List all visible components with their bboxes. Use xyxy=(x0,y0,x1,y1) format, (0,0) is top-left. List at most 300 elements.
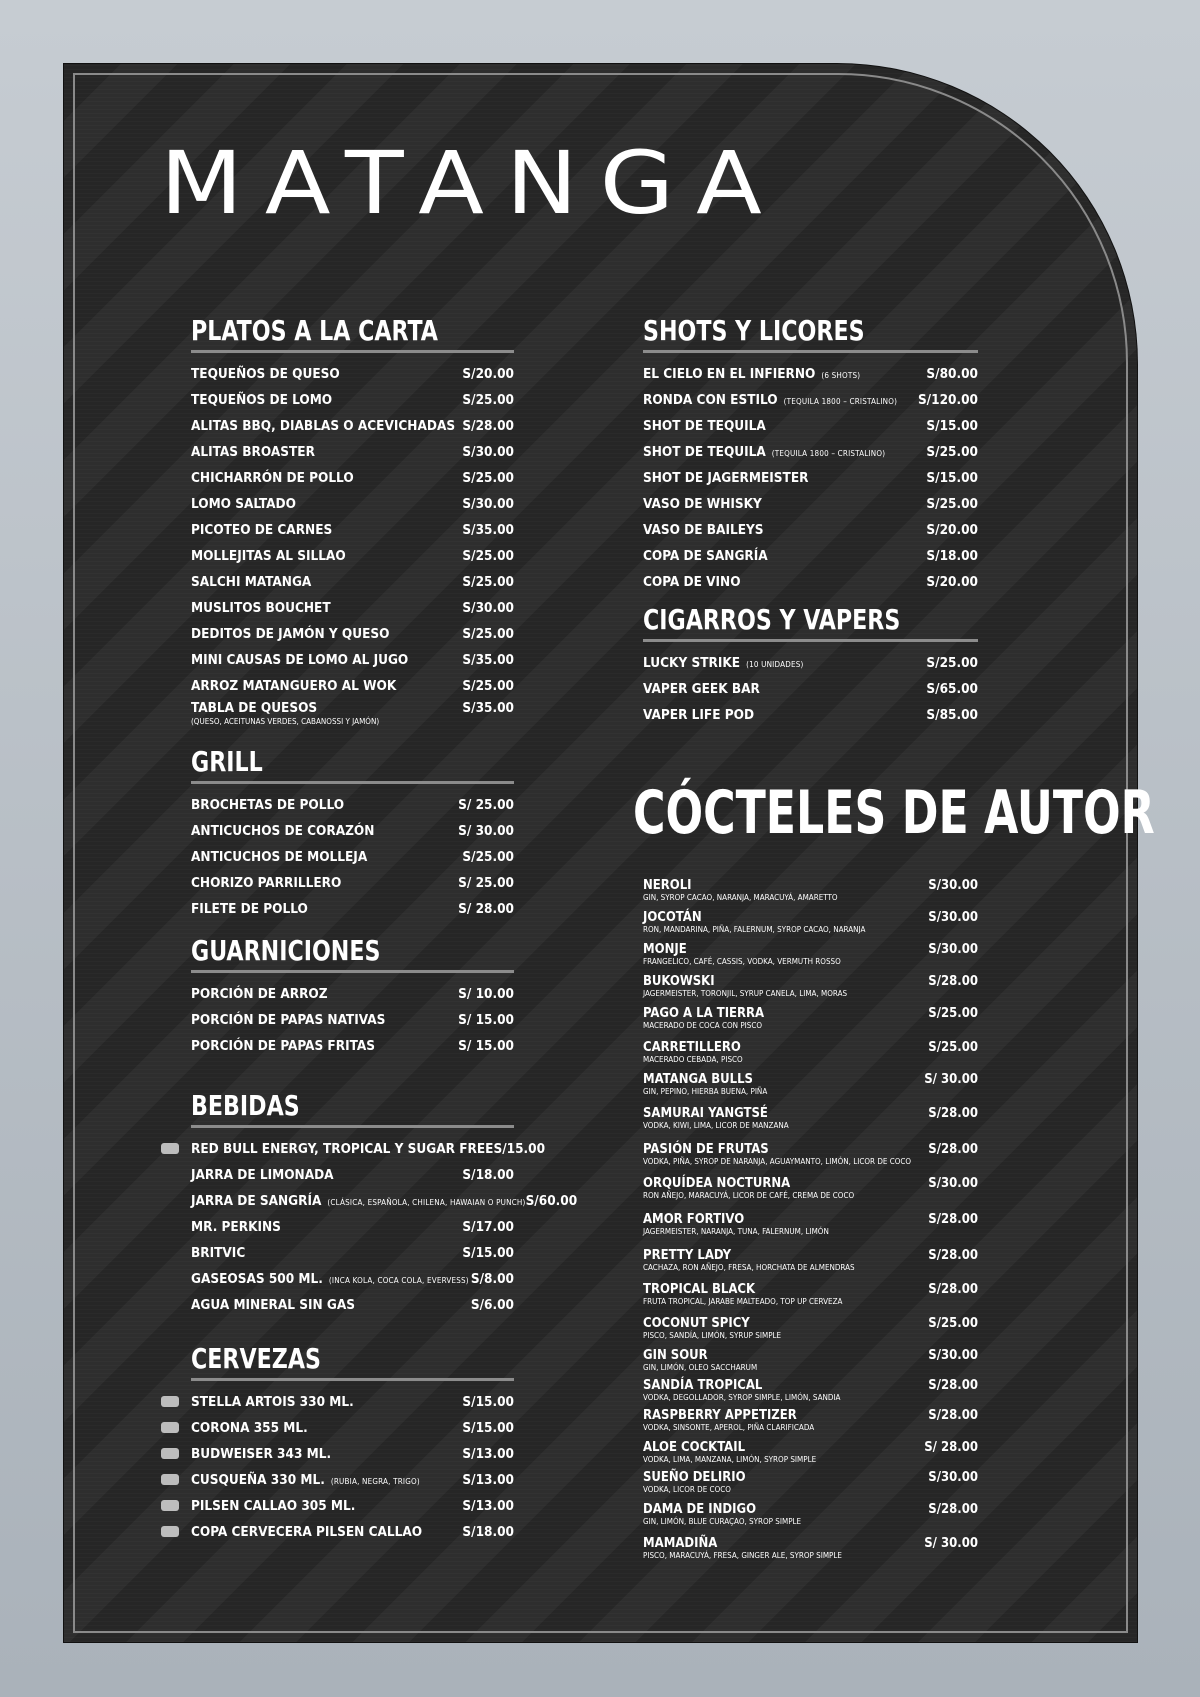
cocktail-row xyxy=(643,1348,978,1363)
item-name: COPA DE SANGRÍA xyxy=(643,548,768,564)
item-name-group xyxy=(191,818,374,844)
item-name: AGUA MINERAL SIN GAS xyxy=(191,1297,355,1313)
cusquena-logo-icon xyxy=(161,1474,179,1485)
item-name-group xyxy=(191,1441,331,1467)
menu-item xyxy=(643,439,978,465)
item-name: COPA DE VINO xyxy=(643,574,741,590)
cocktail-price: S/28.00 xyxy=(928,1212,978,1227)
cocktail-name: ALOE COCKTAIL xyxy=(643,1440,746,1455)
item-name: PORCIÓN DE ARROZ xyxy=(191,986,328,1002)
item-price: S/ 28.00 xyxy=(458,901,514,917)
cocktail-ingredients: PISCO, SANDÍA, LIMÓN, SYRUP SIMPLE xyxy=(643,1331,782,1340)
cocktail-ingredients: GIN, SYROP CACAO, NARANJA, MARACUYÁ, AMARETTO xyxy=(643,893,838,902)
cocktail-ingredients: MACERADO CEBADA, PISCO xyxy=(643,1055,743,1064)
item-price: S/30.00 xyxy=(462,444,514,460)
item-price: S/25.00 xyxy=(926,496,978,512)
menu-item xyxy=(191,1162,514,1188)
cocktail-name: SAMURAI YANGTSÉ xyxy=(643,1106,768,1121)
cocktail-item xyxy=(643,1072,978,1096)
item-name-group xyxy=(191,981,328,1007)
cocktail-item xyxy=(643,1316,978,1340)
cocktail-name: CARRETILLERO xyxy=(643,1040,741,1055)
menu-item xyxy=(191,844,514,870)
menu-item xyxy=(191,1266,514,1292)
item-name-group xyxy=(191,413,455,439)
item-name: BRITVIC xyxy=(191,1245,246,1261)
item-price: S/20.00 xyxy=(462,366,514,382)
menu-item xyxy=(643,676,978,702)
corona-logo-icon xyxy=(161,1422,179,1433)
cocktail-ingredients: RON AÑEJO, MARACUYÁ, LICOR DE CAFÉ, CREMA DE COCO xyxy=(643,1191,855,1200)
menu-item xyxy=(191,387,514,413)
pilsen-logo-icon xyxy=(161,1526,179,1537)
cocktail-row xyxy=(643,1142,978,1157)
menu-item xyxy=(191,543,514,569)
item-price: S/25.00 xyxy=(926,444,978,460)
item-name: SALCHI MATANGA xyxy=(191,574,312,590)
item-name-group xyxy=(191,361,340,387)
item-name-group xyxy=(191,1240,245,1266)
item-name: TEQUEÑOS DE QUESO xyxy=(191,366,340,382)
cocktail-price: S/ 30.00 xyxy=(924,1072,978,1087)
item-name: CHORIZO PARRILLERO xyxy=(191,875,342,891)
item-name: CORONA 355 ML. xyxy=(191,1420,308,1436)
item-price: S/30.00 xyxy=(462,496,514,512)
item-name-group xyxy=(191,517,332,543)
cocktail-ingredients: GIN, LIMÓN, OLEO SACCHARUM xyxy=(643,1363,758,1372)
menu-item xyxy=(191,1033,514,1059)
menu-item xyxy=(191,818,514,844)
item-name: ARROZ MATANGUERO AL WOK xyxy=(191,678,397,694)
item-name: RONDA CON ESTILO xyxy=(643,392,778,408)
item-name-group xyxy=(191,1292,355,1318)
item-name: LUCKY STRIKE xyxy=(643,655,741,671)
item-name: VAPER GEEK BAR xyxy=(643,681,760,697)
cocktail-row xyxy=(643,1176,978,1191)
menu-item xyxy=(191,1519,514,1545)
cocteles-title: CÓCTELES DE AUTOR xyxy=(633,778,1155,848)
item-name-group xyxy=(191,1136,493,1162)
cocktail-price: S/28.00 xyxy=(928,1408,978,1423)
item-price: S/18.00 xyxy=(926,548,978,564)
item-name-group xyxy=(191,439,315,465)
item-price: S/13.00 xyxy=(462,1472,514,1488)
cocktail-item xyxy=(643,1536,978,1560)
item-price: S/60.00 xyxy=(525,1193,578,1209)
item-name-group xyxy=(191,621,389,647)
item-name-group xyxy=(643,650,804,678)
item-name: VASO DE WHISKY xyxy=(643,496,762,512)
menu-item xyxy=(191,1214,514,1240)
item-name-group xyxy=(191,1389,354,1415)
menu-item xyxy=(191,647,514,673)
cocktail-row xyxy=(643,1316,978,1331)
menu-item xyxy=(191,870,514,896)
menu-item xyxy=(191,439,514,465)
menu-item xyxy=(643,361,978,387)
item-name-group xyxy=(191,1415,308,1441)
cocktail-ingredients: PISCO, MARACUYÁ, FRESA, GINGER ALE, SYROP SIMPLE xyxy=(643,1551,842,1560)
cocktail-name: SUEÑO DELIRIO xyxy=(643,1470,746,1485)
item-name-group xyxy=(191,870,341,896)
item-name: ANTICUCHOS DE CORAZÓN xyxy=(191,823,375,839)
cocktail-item xyxy=(643,1212,978,1236)
cocktail-item xyxy=(643,910,978,934)
cocktail-price: S/28.00 xyxy=(928,974,978,989)
cocktail-ingredients: JAGERMEISTER, NARANJA, TUNA, FALERNUM, LIMÓN xyxy=(643,1227,829,1236)
item-price: S/80.00 xyxy=(926,366,978,382)
cocktail-ingredients: GIN, PEPINO, HIERBA BUENA, PIÑA xyxy=(643,1087,768,1096)
cocktail-ingredients: VODKA, LICOR DE COCO xyxy=(643,1485,731,1494)
cocktail-name: JOCOTÁN xyxy=(643,910,702,925)
item-price: S/15.00 xyxy=(462,1394,514,1410)
item-name: ANTICUCHOS DE MOLLEJA xyxy=(191,849,368,865)
section-divider xyxy=(191,970,514,973)
item-price: S/20.00 xyxy=(926,574,978,590)
cocktail-ingredients: GIN, LIMÓN, BLUE CURAÇAO, SYROP SIMPLE xyxy=(643,1517,802,1526)
cocktail-name: ORQUÍDEA NOCTURNA xyxy=(643,1176,791,1191)
cocktail-row xyxy=(643,1536,978,1551)
menu-item xyxy=(191,673,514,699)
shots-section xyxy=(643,314,978,595)
cocktail-row xyxy=(643,1212,978,1227)
platos-title: PLATOS A LA CARTA xyxy=(191,314,438,347)
cocktail-name: MATANGA BULLS xyxy=(643,1072,753,1087)
item-description: (QUESO, ACEITUNAS VERDES, CABANOSSI Y JAMÓN) xyxy=(191,717,380,726)
cocktail-price: S/25.00 xyxy=(928,1006,978,1021)
cocktail-price: S/30.00 xyxy=(928,910,978,925)
item-note: (RUBIA, NEGRA, TRIGO) xyxy=(330,1477,420,1486)
item-name: VAPER LIFE POD xyxy=(643,707,755,723)
item-price: S/35.00 xyxy=(462,652,514,668)
item-name-group xyxy=(643,387,897,415)
item-name: RED BULL ENERGY, TROPICAL Y SUGAR FREE xyxy=(191,1141,494,1157)
item-name: TEQUEÑOS DE LOMO xyxy=(191,392,333,408)
cocktail-row xyxy=(643,1378,978,1393)
item-name-group xyxy=(191,543,346,569)
item-name: PICOTEO DE CARNES xyxy=(191,522,333,538)
item-price: S/20.00 xyxy=(926,522,978,538)
item-name: BUDWEISER 343 ML. xyxy=(191,1446,332,1462)
item-name-group xyxy=(191,1214,281,1240)
cocktail-row xyxy=(643,1006,978,1021)
cocktail-ingredients: FRANGELICO, CAFÉ, CASSIS, VODKA, VERMUTH ROSSO xyxy=(643,957,841,966)
item-name: SHOT DE TEQUILA xyxy=(643,444,766,460)
item-name: JARRA DE SANGRÍA xyxy=(191,1193,322,1209)
item-price: S/25.00 xyxy=(462,626,514,642)
item-price: S/25.00 xyxy=(462,678,514,694)
item-name: GASEOSAS 500 ML. xyxy=(191,1271,323,1287)
item-name: PORCIÓN DE PAPAS NATIVAS xyxy=(191,1012,386,1028)
menu-item xyxy=(191,1415,514,1441)
cocktail-price: S/30.00 xyxy=(928,1176,978,1191)
menu-item xyxy=(643,413,978,439)
menu-item xyxy=(191,699,514,733)
cocktail-item xyxy=(643,1040,978,1064)
item-price: S/8.00 xyxy=(470,1271,514,1287)
item-name-group xyxy=(191,1519,422,1545)
cocktail-name: GIN SOUR xyxy=(643,1348,708,1363)
menu-item xyxy=(191,361,514,387)
right-column xyxy=(643,314,978,728)
item-name-group xyxy=(191,1266,469,1294)
item-price: S/15.00 xyxy=(462,1245,514,1261)
cocktail-price: S/28.00 xyxy=(928,1378,978,1393)
item-name: VASO DE BAILEYS xyxy=(643,522,764,538)
item-name: ALITAS BBQ, DIABLAS O ACEVICHADAS xyxy=(191,418,456,434)
item-price: S/ 25.00 xyxy=(458,797,514,813)
cocktail-row xyxy=(643,878,978,893)
item-price: S/35.00 xyxy=(462,700,514,716)
bebidas-section xyxy=(191,1089,578,1318)
cocktail-name: RASPBERRY APPETIZER xyxy=(643,1408,797,1423)
cocktail-row xyxy=(643,1408,978,1423)
cocktail-price: S/28.00 xyxy=(928,1142,978,1157)
cocktail-row xyxy=(643,1106,978,1121)
cocktail-name: SANDÍA TROPICAL xyxy=(643,1378,763,1393)
cocktail-ingredients: VODKA, SINSONTE, APEROL, PIÑA CLARIFICADA xyxy=(643,1423,815,1432)
cocktail-ingredients: VODKA, PIÑA, SYROP DE NARANJA, AGUAYMANTO, LIMÓN, LICOR DE COCO xyxy=(643,1157,912,1166)
cocktail-name: TROPICAL BLACK xyxy=(643,1282,756,1297)
item-name-group xyxy=(191,465,354,491)
menu-item xyxy=(191,1292,514,1318)
menu-item xyxy=(191,595,514,621)
menu-item xyxy=(191,413,514,439)
cocktail-ingredients: MACERADO DE COCA CON PISCO xyxy=(643,1021,763,1030)
left-column xyxy=(191,314,578,1545)
cocktail-name: BUKOWSKI xyxy=(643,974,715,989)
cocktail-price: S/28.00 xyxy=(928,1282,978,1297)
item-name: LOMO SALTADO xyxy=(191,496,296,512)
item-note: (CLÁSICA, ESPAÑOLA, CHILENA, HAWAIAN O PUNCH) xyxy=(327,1198,526,1207)
item-name-group xyxy=(643,702,754,728)
menu-item xyxy=(191,792,514,818)
item-price: S/ 30.00 xyxy=(458,823,514,839)
item-name: SHOT DE TEQUILA xyxy=(643,418,766,434)
cocktail-item xyxy=(643,974,978,998)
item-name: MUSLITOS BOUCHET xyxy=(191,600,331,616)
cocktail-item xyxy=(643,1502,978,1526)
item-price: S/25.00 xyxy=(462,849,514,865)
cocktail-price: S/30.00 xyxy=(928,878,978,893)
item-price: S/25.00 xyxy=(462,574,514,590)
cocktail-row xyxy=(643,1072,978,1087)
cocktail-row xyxy=(643,1502,978,1517)
item-name: MR. PERKINS xyxy=(191,1219,281,1235)
item-note: (TEQUILA 1800 – CRISTALINO) xyxy=(771,449,886,458)
grill-section xyxy=(191,745,514,922)
item-name-group xyxy=(643,517,764,543)
section-divider xyxy=(191,350,514,353)
item-name: SHOT DE JAGERMEISTER xyxy=(643,470,809,486)
menu-item xyxy=(191,981,514,1007)
item-price: S/13.00 xyxy=(462,1498,514,1514)
cocktail-item xyxy=(643,1348,978,1372)
menu-item xyxy=(191,896,514,922)
cocktail-item xyxy=(643,1282,978,1306)
item-name: CHICHARRÓN DE POLLO xyxy=(191,470,354,486)
item-price: S/15.00 xyxy=(926,470,978,486)
menu-item xyxy=(191,1441,514,1467)
menu-item xyxy=(643,650,978,676)
item-price: S/35.00 xyxy=(462,522,514,538)
section-divider xyxy=(643,639,978,642)
menu-item xyxy=(643,517,978,543)
cocktail-ingredients: CACHAZA, RON AÑEJO, FRESA, HORCHATA DE ALMENDRAS xyxy=(643,1263,855,1272)
menu-item xyxy=(643,387,978,413)
cocktail-price: S/28.00 xyxy=(928,1502,978,1517)
cocktail-name: MAMADIÑA xyxy=(643,1536,718,1551)
budweiser-logo-icon xyxy=(161,1448,179,1459)
cocktail-ingredients: VODKA, LIMA, MANZANA, LIMÓN, SYROP SIMPLE xyxy=(643,1455,817,1464)
cocktail-name: COCONUT SPICY xyxy=(643,1316,750,1331)
item-name-group xyxy=(643,676,760,702)
cocktail-row xyxy=(643,974,978,989)
cocktail-name: PASIÓN DE FRUTAS xyxy=(643,1142,769,1157)
item-name-group xyxy=(191,1467,420,1495)
item-price: S/25.00 xyxy=(926,655,978,671)
cocktail-price: S/28.00 xyxy=(928,1248,978,1263)
cocktail-name: DAMA DE INDIGO xyxy=(643,1502,757,1517)
item-price: S/18.00 xyxy=(462,1167,514,1183)
section-divider xyxy=(191,781,514,784)
section-divider xyxy=(191,1125,514,1128)
cocktail-row xyxy=(643,1440,978,1455)
menu-item xyxy=(191,1467,514,1493)
cocktail-price: S/ 30.00 xyxy=(924,1536,978,1551)
cocktail-price: S/30.00 xyxy=(928,942,978,957)
menu-item xyxy=(191,465,514,491)
cocktail-item xyxy=(643,1142,978,1166)
section-divider xyxy=(643,350,978,353)
item-name: JARRA DE LIMONADA xyxy=(191,1167,334,1183)
item-name-group xyxy=(191,1162,334,1188)
shots-title: SHOTS Y LICORES xyxy=(643,314,865,347)
can-icon xyxy=(161,1143,179,1154)
grill-title: GRILL xyxy=(191,745,263,778)
item-name-group xyxy=(643,465,808,491)
item-name-group xyxy=(191,1007,385,1033)
section-divider xyxy=(191,1378,514,1381)
menu-item xyxy=(643,702,978,728)
platos-section xyxy=(191,314,514,733)
item-price: S/65.00 xyxy=(926,681,978,697)
menu-item xyxy=(643,543,978,569)
guarniciones-section xyxy=(191,934,514,1059)
guarniciones-title: GUARNICIONES xyxy=(191,934,381,967)
item-price: S/28.00 xyxy=(462,418,514,434)
item-name: COPA CERVECERA PILSEN CALLAO xyxy=(191,1524,423,1540)
item-name: PILSEN CALLAO 305 ML. xyxy=(191,1498,356,1514)
cocktail-row xyxy=(643,942,978,957)
cocktail-ingredients: VODKA, DEGOLLADOR, SYROP SIMPLE, LIMÓN, SANDIA xyxy=(643,1393,841,1402)
menu-item xyxy=(191,1240,514,1266)
cocktail-price: S/28.00 xyxy=(928,1106,978,1121)
cocktail-item xyxy=(643,1176,978,1200)
item-price: S/30.00 xyxy=(462,600,514,616)
menu-item xyxy=(643,569,978,595)
cocktail-name: PRETTY LADY xyxy=(643,1248,732,1263)
item-name-group xyxy=(191,595,331,621)
item-name-group xyxy=(191,647,408,673)
cocktail-price: S/25.00 xyxy=(928,1040,978,1055)
menu-item xyxy=(191,491,514,517)
cocktail-price: S/30.00 xyxy=(928,1348,978,1363)
item-price: S/15.00 xyxy=(926,418,978,434)
cocktail-row xyxy=(643,1470,978,1485)
item-name-group xyxy=(191,569,311,595)
item-note: (10 UNIDADES) xyxy=(746,660,804,669)
item-name-group xyxy=(191,896,308,922)
cocktail-item xyxy=(643,1440,978,1464)
cocktail-row xyxy=(643,910,978,925)
cocktail-item xyxy=(643,1248,978,1272)
cigarros-section xyxy=(643,603,978,728)
cocktail-item xyxy=(643,1106,978,1130)
item-price: S/ 15.00 xyxy=(458,1012,514,1028)
cocktail-price: S/30.00 xyxy=(928,1470,978,1485)
cocktail-name: PAGO A LA TIERRA xyxy=(643,1006,765,1021)
cocktail-ingredients: VODKA, KIWI, LIMA, LICOR DE MANZANA xyxy=(643,1121,789,1130)
menu-item xyxy=(191,517,514,543)
cocktail-row xyxy=(643,1040,978,1055)
item-name-group xyxy=(191,1033,375,1059)
menu-item xyxy=(643,465,978,491)
cocktail-ingredients: JAGERMEISTER, TORONJIL, SYRUP CANELA, LIMA, MORAS xyxy=(643,989,848,998)
item-name-group xyxy=(643,491,762,517)
item-price: S/6.00 xyxy=(470,1297,514,1313)
item-name-group xyxy=(643,361,860,389)
item-name: BROCHETAS DE POLLO xyxy=(191,797,345,813)
item-note: (INCA KOLA, COCA COLA, EVERVESS) xyxy=(328,1276,469,1285)
menu-item xyxy=(191,621,514,647)
item-name-group xyxy=(191,491,296,517)
item-price: S/13.00 xyxy=(462,1446,514,1462)
item-name: TABLA DE QUESOS xyxy=(191,700,318,716)
item-price: S/25.00 xyxy=(462,548,514,564)
item-name-group xyxy=(643,439,885,467)
cocktail-item xyxy=(643,942,978,966)
item-price: S/18.00 xyxy=(462,1524,514,1540)
cocktail-name: MONJE xyxy=(643,942,687,957)
item-name-group xyxy=(191,1188,526,1216)
cocktail-item xyxy=(643,1408,978,1432)
item-name-group xyxy=(643,413,766,439)
item-name: MOLLEJITAS AL SILLAO xyxy=(191,548,346,564)
item-price: S/15.00 xyxy=(493,1141,546,1157)
item-name-group xyxy=(191,792,344,818)
item-price: S/25.00 xyxy=(462,470,514,486)
item-name: STELLA ARTOIS 330 ML. xyxy=(191,1394,354,1410)
item-price: S/17.00 xyxy=(462,1219,514,1235)
bebidas-title: BEBIDAS xyxy=(191,1089,300,1122)
item-name: EL CIELO EN EL INFIERNO xyxy=(643,366,816,382)
cocktail-item xyxy=(643,878,978,902)
menu-item xyxy=(643,491,978,517)
cocktail-item xyxy=(643,1378,978,1402)
cocktail-item xyxy=(643,1006,978,1030)
item-name: FILETE DE POLLO xyxy=(191,901,308,917)
cocktail-price: S/25.00 xyxy=(928,1316,978,1331)
cocktail-item xyxy=(643,1470,978,1494)
menu-item xyxy=(191,1493,514,1519)
item-name: DEDITOS DE JAMÓN Y QUESO xyxy=(191,626,390,642)
item-name: MINI CAUSAS DE LOMO AL JUGO xyxy=(191,652,409,668)
menu-item xyxy=(191,1188,578,1214)
item-price: S/15.00 xyxy=(462,1420,514,1436)
item-name: PORCIÓN DE PAPAS FRITAS xyxy=(191,1038,375,1054)
brand-logo: MATANGA xyxy=(160,132,784,234)
